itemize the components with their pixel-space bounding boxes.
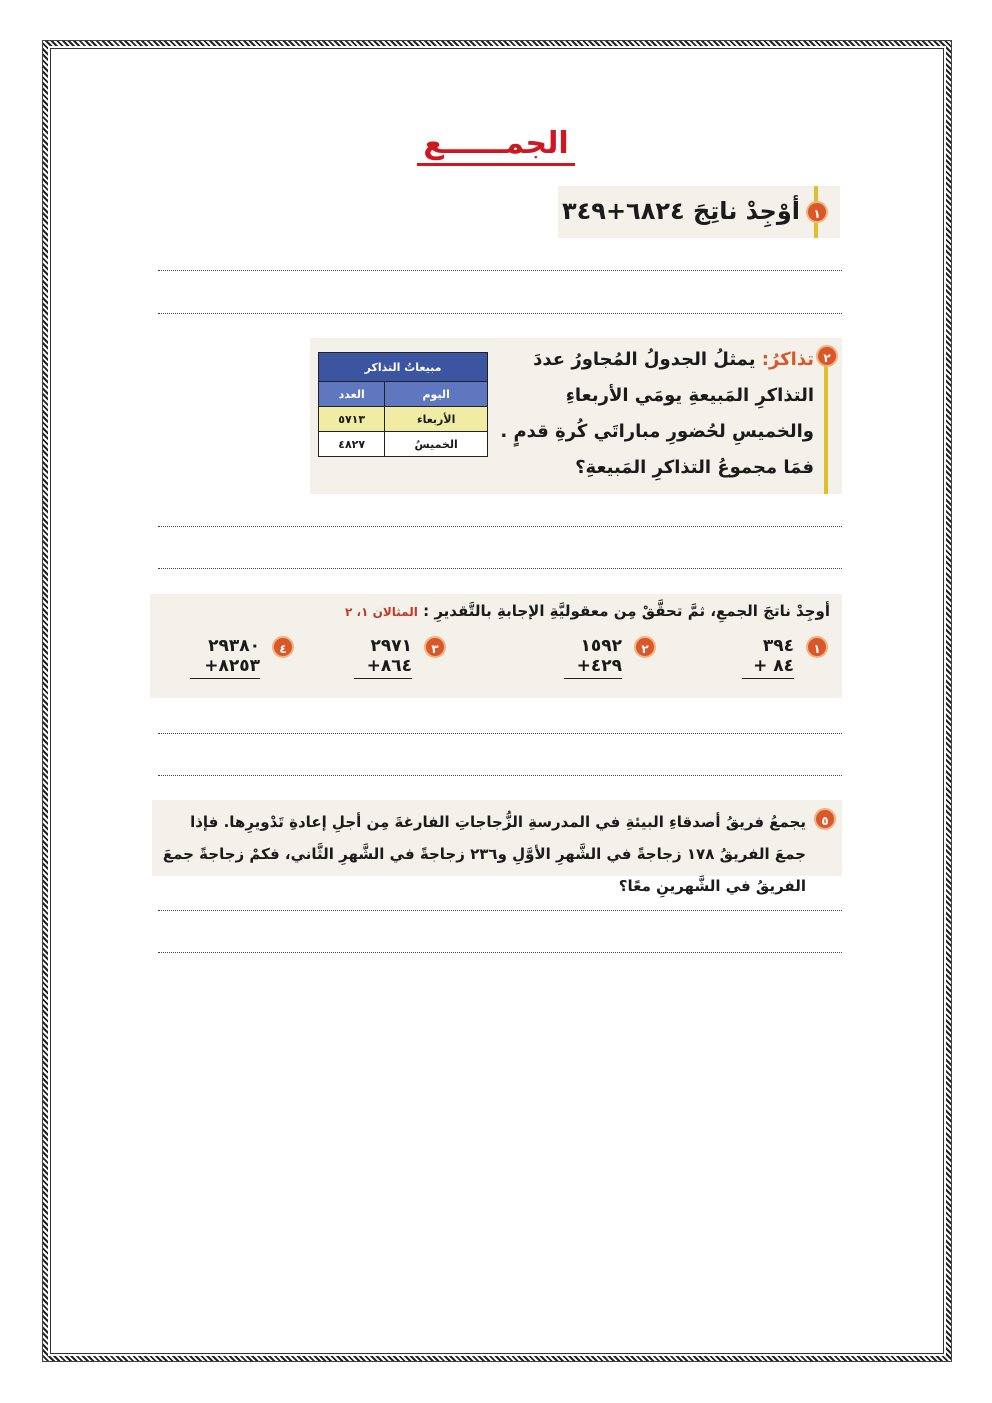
table-cell-count: ٥٧١٣ <box>319 407 385 432</box>
accent-bar <box>824 366 828 494</box>
answer-line[interactable] <box>158 733 842 734</box>
problem-number-badge: ٢ <box>634 636 656 658</box>
question-5 <box>152 800 842 895</box>
question-2-keyword: تذاكرُ: <box>761 349 814 370</box>
table-row <box>319 432 488 457</box>
addend-top: ١٥٩٢ <box>580 636 622 656</box>
answer-line[interactable] <box>158 270 842 271</box>
table-cell-day: الأربعاء <box>385 407 488 432</box>
sum-line <box>354 678 412 679</box>
addend-top: ٢٩٧١ <box>370 636 412 656</box>
table-title: مبيعاتُ التذاكر <box>319 353 488 382</box>
column-header-day: اليوم <box>385 382 488 407</box>
addition-problem <box>164 634 294 688</box>
addition-problem <box>698 634 828 688</box>
answer-line[interactable] <box>158 952 842 953</box>
addend-top: ٣٩٤ <box>762 636 794 656</box>
answer-line[interactable] <box>158 313 842 314</box>
answer-line[interactable] <box>158 526 842 527</box>
addend-bottom: + ٨٤ <box>753 656 794 676</box>
question-5-text: يجمعُ فريقُ أصدقاءِ البيئةِ في المدرسةِ الزُّجاجاتِ الفارغةَ مِن أجلِ إعادةِ تَدْويرِها. فإذا جمعَ الفريقُ ١٧٨ زجاجةً في الشَّهرِ الأوَّلِ و٢٣٦ زجاجةً في الشَّهرِ الثَّاني، فكمْ زجاجةً جمعَ الفريقُ في الشَّهرينِ معًا؟ <box>162 813 806 895</box>
page-border-inner <box>50 48 944 1354</box>
problem-number-badge: ١ <box>806 636 828 658</box>
addition-problem <box>316 634 446 688</box>
ticket-sales-table <box>318 352 488 457</box>
problem-number-badge: ٣ <box>424 636 446 658</box>
answer-line[interactable] <box>158 568 842 569</box>
answer-line[interactable] <box>158 775 842 776</box>
sum-line <box>742 678 794 679</box>
question-2-body: يمثلُ الجدولُ المُجاورُ عددَ التذاكرِ المَبيعةِ يومَي الأربعاءِ والخميسِ لحُضورِ مباراتَي كُرةِ قدمٍ . فمَا مجموعُ التذاكرِ المَبيعةِ؟ <box>500 349 814 478</box>
column-header-count: العدد <box>319 382 385 407</box>
question-1-text: أوْجِدْ ناتِجَ ٦٨٢٤+٣٤٩ <box>561 197 800 225</box>
problem-number-badge: ٤ <box>272 636 294 658</box>
answer-line[interactable] <box>158 910 842 911</box>
question-number-badge: ٢ <box>816 345 838 367</box>
question-number-badge: ٥ <box>814 808 836 830</box>
question-3-heading <box>345 602 830 620</box>
question-2-text <box>484 342 814 486</box>
addend-bottom: +٤٢٩ <box>576 656 622 676</box>
table-row <box>319 407 488 432</box>
page-title: الجمــــــع <box>0 126 992 161</box>
question-3-heading-text: أوجِدْ ناتجَ الجمعِ، ثمَّ تحقَّقْ مِن معقوليَّةِ الإجابةِ بالتَّقديرِ : <box>423 602 830 620</box>
addition-problem <box>526 634 656 688</box>
sum-line <box>564 678 622 679</box>
table-cell-day: الخميسُ <box>385 432 488 457</box>
question-number-badge: ١ <box>806 201 828 223</box>
table-cell-count: ٤٨٢٧ <box>319 432 385 457</box>
addend-bottom: +٨٦٤ <box>366 656 412 676</box>
question-1 <box>558 186 840 238</box>
question-2 <box>310 338 842 494</box>
addend-top: ٢٩٣٨٠ <box>208 636 260 656</box>
question-3 <box>150 594 842 698</box>
sum-line <box>190 678 260 679</box>
examples-reference: المثالان ١، ٢ <box>345 605 418 619</box>
addend-bottom: +٨٢٥٣ <box>204 656 260 676</box>
